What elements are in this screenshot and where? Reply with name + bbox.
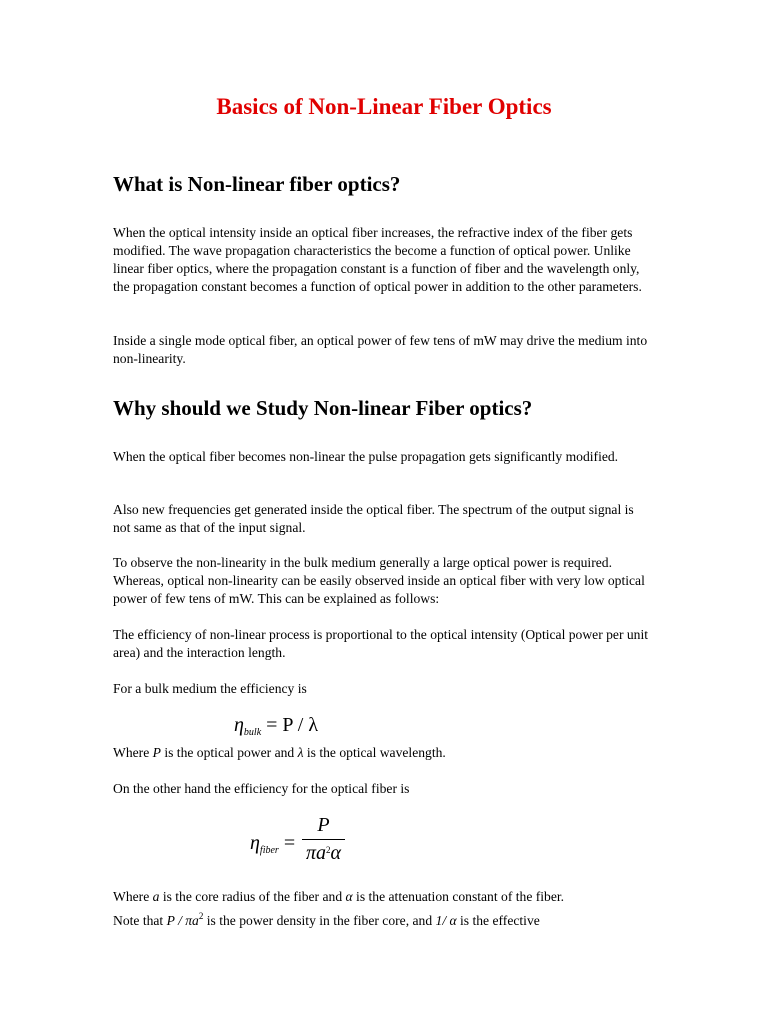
equation-fiber-lhs: [250, 832, 295, 856]
paragraph-efficiency: The efficiency of non-linear process is proportional to the optical intensity (Optical power per unit area) and the interaction length.: [113, 627, 649, 660]
document-title: Basics of Non-Linear Fiber Optics: [216, 94, 552, 119]
paragraph-note: Note that P / $\pi a^2$ is the power density in the fiber core, and 1/ α is the effective: [113, 911, 540, 928]
paragraph-bulk-medium: To observe the non-linearity in the bulk medium generally a large optical power is required. Whereas, optical non-linearity can be easily observed inside an optical fiber with very low optical power of few tens of mW. This can be explained as follows:: [113, 555, 645, 606]
symbol-power-density: P / πa: [166, 913, 199, 928]
bulk-subscript: bulk: [243, 727, 262, 738]
equation-bulk: [234, 714, 318, 738]
eta-symbol: η: [250, 832, 260, 854]
paragraph-where-p: Where P is the optical power and λ is the optical wavelength.: [113, 745, 446, 760]
symbol-inverse-alpha: 1/ α: [435, 913, 457, 928]
paragraph-frequencies: Also new frequencies get generated inside the optical fiber. The spectrum of the output signal is not same as that of the input signal.: [113, 502, 634, 535]
paragraph-single-mode: Inside a single mode optical fiber, an optical power of few tens of mW may drive the medium into non-linearity.: [113, 333, 648, 366]
section-heading-what: What is Non-linear fiber optics?: [113, 172, 401, 196]
symbol-lambda: λ: [297, 745, 304, 760]
eta-symbol: η: [234, 714, 244, 736]
symbol-p: P: [152, 745, 161, 760]
paragraph-pulse: When the optical fiber becomes non-linear the pulse propagation gets significantly modified.: [113, 449, 619, 464]
symbol-alpha: α: [345, 889, 353, 904]
fraction-bar: [302, 839, 345, 840]
paragraph-bulk-efficiency: For a bulk medium the efficiency is: [113, 681, 307, 696]
paragraph-other-hand: On the other hand the efficiency for the optical fiber is: [113, 781, 410, 796]
paragraph-where-a: Where a is the core radius of the fiber and α is the attenuation constant of the fiber.: [113, 889, 565, 904]
section-heading-why: Why should we Study Non-linear Fiber optics?: [113, 396, 533, 420]
equals-sign: =: [283, 832, 296, 854]
symbol-a: a: [152, 889, 160, 904]
fraction-denominator: $\pi a^2\alpha$: [306, 842, 342, 864]
bulk-rhs: = P / λ: [266, 714, 319, 736]
fiber-subscript: fiber: [259, 845, 279, 856]
fraction-numerator: P: [317, 814, 330, 836]
equation-fiber-fraction: [302, 814, 345, 865]
paragraph-intro: When the optical intensity inside an optical fiber increases, the refractive index of the fiber gets modified. The wave propagation characteristics the become a function of optical power. Unlike linear fiber optics, where the propagation constant is a function of fiber and the wavelength only, the propagation constant becomes a function of optical power in addition to the other parameters.: [113, 225, 642, 294]
